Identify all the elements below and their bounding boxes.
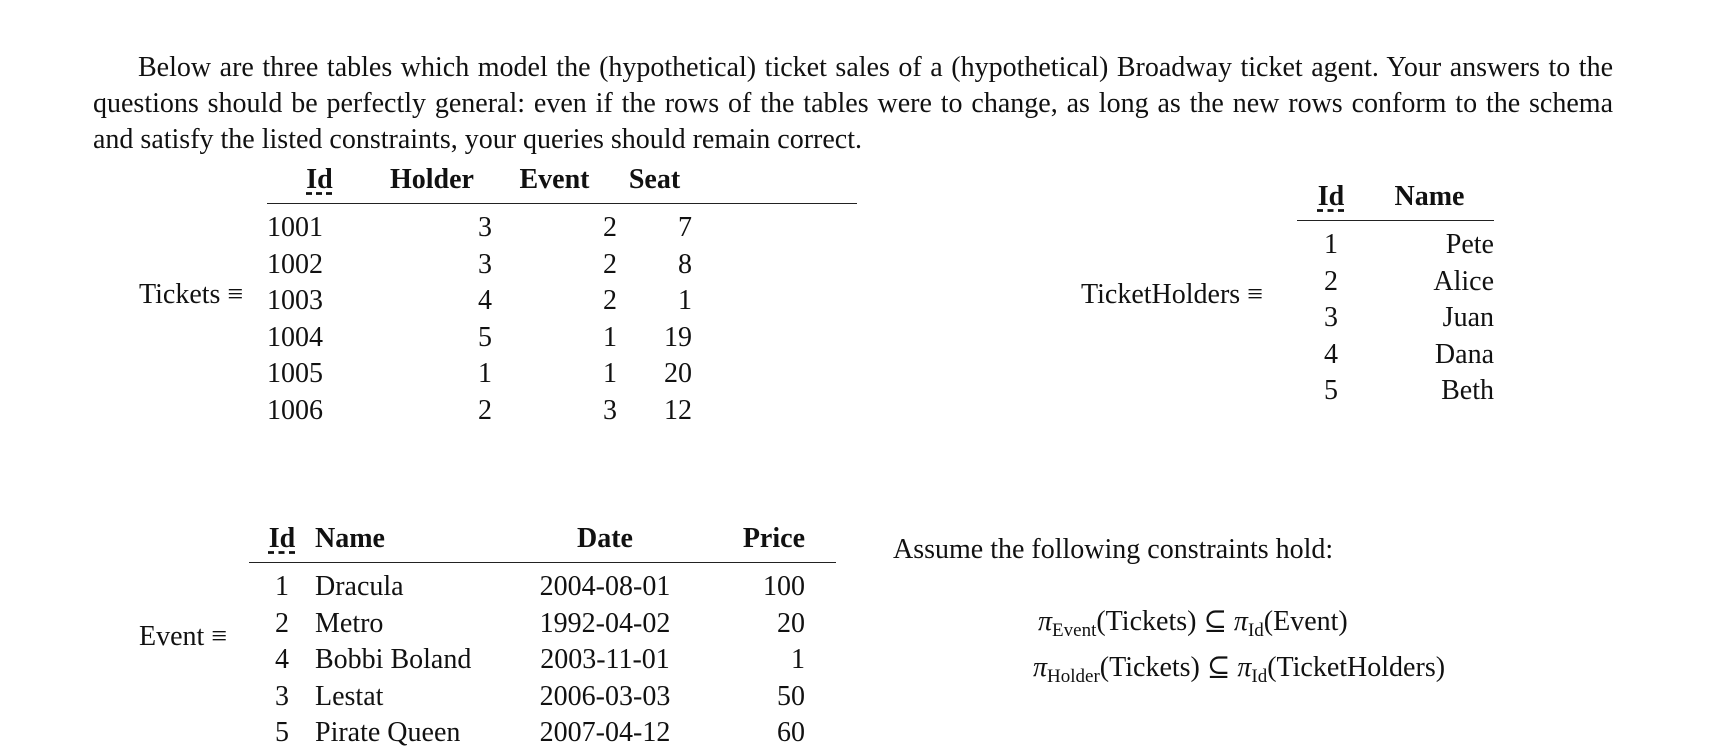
holders-cell: Alice xyxy=(1433,265,1494,297)
events-header-id: Id xyxy=(249,516,315,563)
tickets-cell: 2 xyxy=(603,248,617,280)
events-header-date: Date xyxy=(530,516,680,563)
holders-table xyxy=(1297,174,1494,410)
tickets-cell: 1005 xyxy=(267,358,323,390)
holders-row xyxy=(1297,373,1494,410)
holders-cell: 2 xyxy=(1324,265,1338,297)
events-body xyxy=(249,563,836,752)
holders-cell: 1 xyxy=(1324,229,1338,261)
tickets-cell: 4 xyxy=(478,285,492,317)
events-header-row xyxy=(249,516,836,563)
events-cell: Pirate Queen xyxy=(315,717,461,749)
tickets-row xyxy=(267,320,857,357)
events-cell: 3 xyxy=(275,680,289,712)
events-cell: 1 xyxy=(275,571,289,603)
tickets-cell: 1001 xyxy=(267,212,323,244)
tickets-header-id: Id xyxy=(267,157,372,204)
events-table xyxy=(249,516,836,752)
tickets-cell: 19 xyxy=(664,321,692,353)
events-cell: 100 xyxy=(763,571,805,603)
events-cell: 50 xyxy=(777,680,805,712)
events-row xyxy=(249,715,836,752)
events-row xyxy=(249,563,836,606)
holders-cell: 3 xyxy=(1324,302,1338,334)
tickets-cell: 5 xyxy=(478,321,492,353)
tickets-cell: 12 xyxy=(664,394,692,426)
tickets-cell: 20 xyxy=(664,358,692,390)
tickets-cell: 1 xyxy=(678,285,692,317)
tickets-cell: 1003 xyxy=(267,285,323,317)
events-cell: 4 xyxy=(275,644,289,676)
tickets-header-row xyxy=(267,157,857,204)
holders-cell: 4 xyxy=(1324,338,1338,370)
tickets-cell: 7 xyxy=(678,212,692,244)
tickets-cell: 1 xyxy=(603,358,617,390)
events-cell: 1992-04-02 xyxy=(539,607,671,639)
tickets-cell: 8 xyxy=(678,248,692,280)
tickets-header-event: Event xyxy=(492,157,617,204)
tickets-cell: 3 xyxy=(478,212,492,244)
events-cell: 2003-11-01 xyxy=(540,644,670,676)
tickets-row xyxy=(267,247,857,284)
holders-row xyxy=(1297,221,1494,264)
tickets-cell: 2 xyxy=(603,212,617,244)
events-row xyxy=(249,606,836,643)
events-cell: 2007-04-12 xyxy=(539,717,671,749)
tickets-cell: 1004 xyxy=(267,321,323,353)
events-label: Event ≡ xyxy=(139,621,228,652)
constraint-event: $\pi_{Event}(Tickets)$ ⊆ $\pi_{Id}(Event)$ xyxy=(1038,606,1348,641)
holders-cell: Beth xyxy=(1441,375,1494,407)
tickets-cell: 3 xyxy=(603,394,617,426)
events-row xyxy=(249,642,836,679)
events-header-price: Price xyxy=(680,516,805,563)
events-cell: 20 xyxy=(777,607,805,639)
tickets-cell: 1002 xyxy=(267,248,323,280)
holders-label: TicketHolders ≡ xyxy=(1081,279,1263,310)
events-row xyxy=(249,679,836,716)
holders-row xyxy=(1297,337,1494,374)
events-cell: 1 xyxy=(791,644,805,676)
holders-cell: Dana xyxy=(1434,338,1494,370)
holders-cell: 5 xyxy=(1324,375,1338,407)
tickets-row xyxy=(267,204,857,247)
events-cell: 2 xyxy=(275,607,289,639)
events-cell: Bobbi Boland xyxy=(315,644,472,676)
tickets-body xyxy=(267,204,857,430)
holders-header-row xyxy=(1297,174,1494,221)
events-cell: Lestat xyxy=(315,680,384,712)
holders-header-name: Name xyxy=(1365,174,1494,221)
events-cell: 2006-03-03 xyxy=(539,680,671,712)
tickets-header-holder: Holder xyxy=(372,157,492,204)
holders-cell: Pete xyxy=(1445,229,1494,261)
tickets-cell: 2 xyxy=(478,394,492,426)
tickets-row xyxy=(267,356,857,393)
tickets-row xyxy=(267,283,857,320)
tickets-header-seat: Seat xyxy=(617,157,692,204)
holders-body xyxy=(1297,221,1494,410)
events-cell: 60 xyxy=(777,717,805,749)
holders-row xyxy=(1297,264,1494,301)
tickets-cell: 1006 xyxy=(267,394,323,426)
holders-cell: Juan xyxy=(1442,302,1494,334)
events-cell: 5 xyxy=(275,717,289,749)
constraint-holder: $\pi_{Holder}(Tickets)$ ⊆ $\pi_{Id}(TicketHolders)$ xyxy=(1033,652,1446,687)
holders-header-id: Id xyxy=(1297,174,1365,221)
constraints-title: Assume the following constraints hold: xyxy=(893,534,1334,565)
tickets-table xyxy=(267,157,857,429)
intro-paragraph: Below are three tables which model the (hypothetical) ticket sales of a (hypothetical) Broadway ticket agent. Your answers to the questions should be perfectly general: even if the rows of the tables were to change, as long as the new rows conform to the schema and satisfy the listed constraints, your queries should remain correct. xyxy=(93,52,1613,155)
holders-row xyxy=(1297,300,1494,337)
events-header-name: Name xyxy=(315,516,530,563)
events-cell: 2004-08-01 xyxy=(539,571,671,603)
tickets-cell: 1 xyxy=(603,321,617,353)
tickets-row xyxy=(267,393,857,430)
tickets-cell: 1 xyxy=(478,358,492,390)
events-cell: Metro xyxy=(315,607,384,639)
tickets-label: Tickets ≡ xyxy=(139,279,244,310)
tickets-cell: 2 xyxy=(603,285,617,317)
events-cell: Dracula xyxy=(315,571,404,603)
tickets-cell: 3 xyxy=(478,248,492,280)
